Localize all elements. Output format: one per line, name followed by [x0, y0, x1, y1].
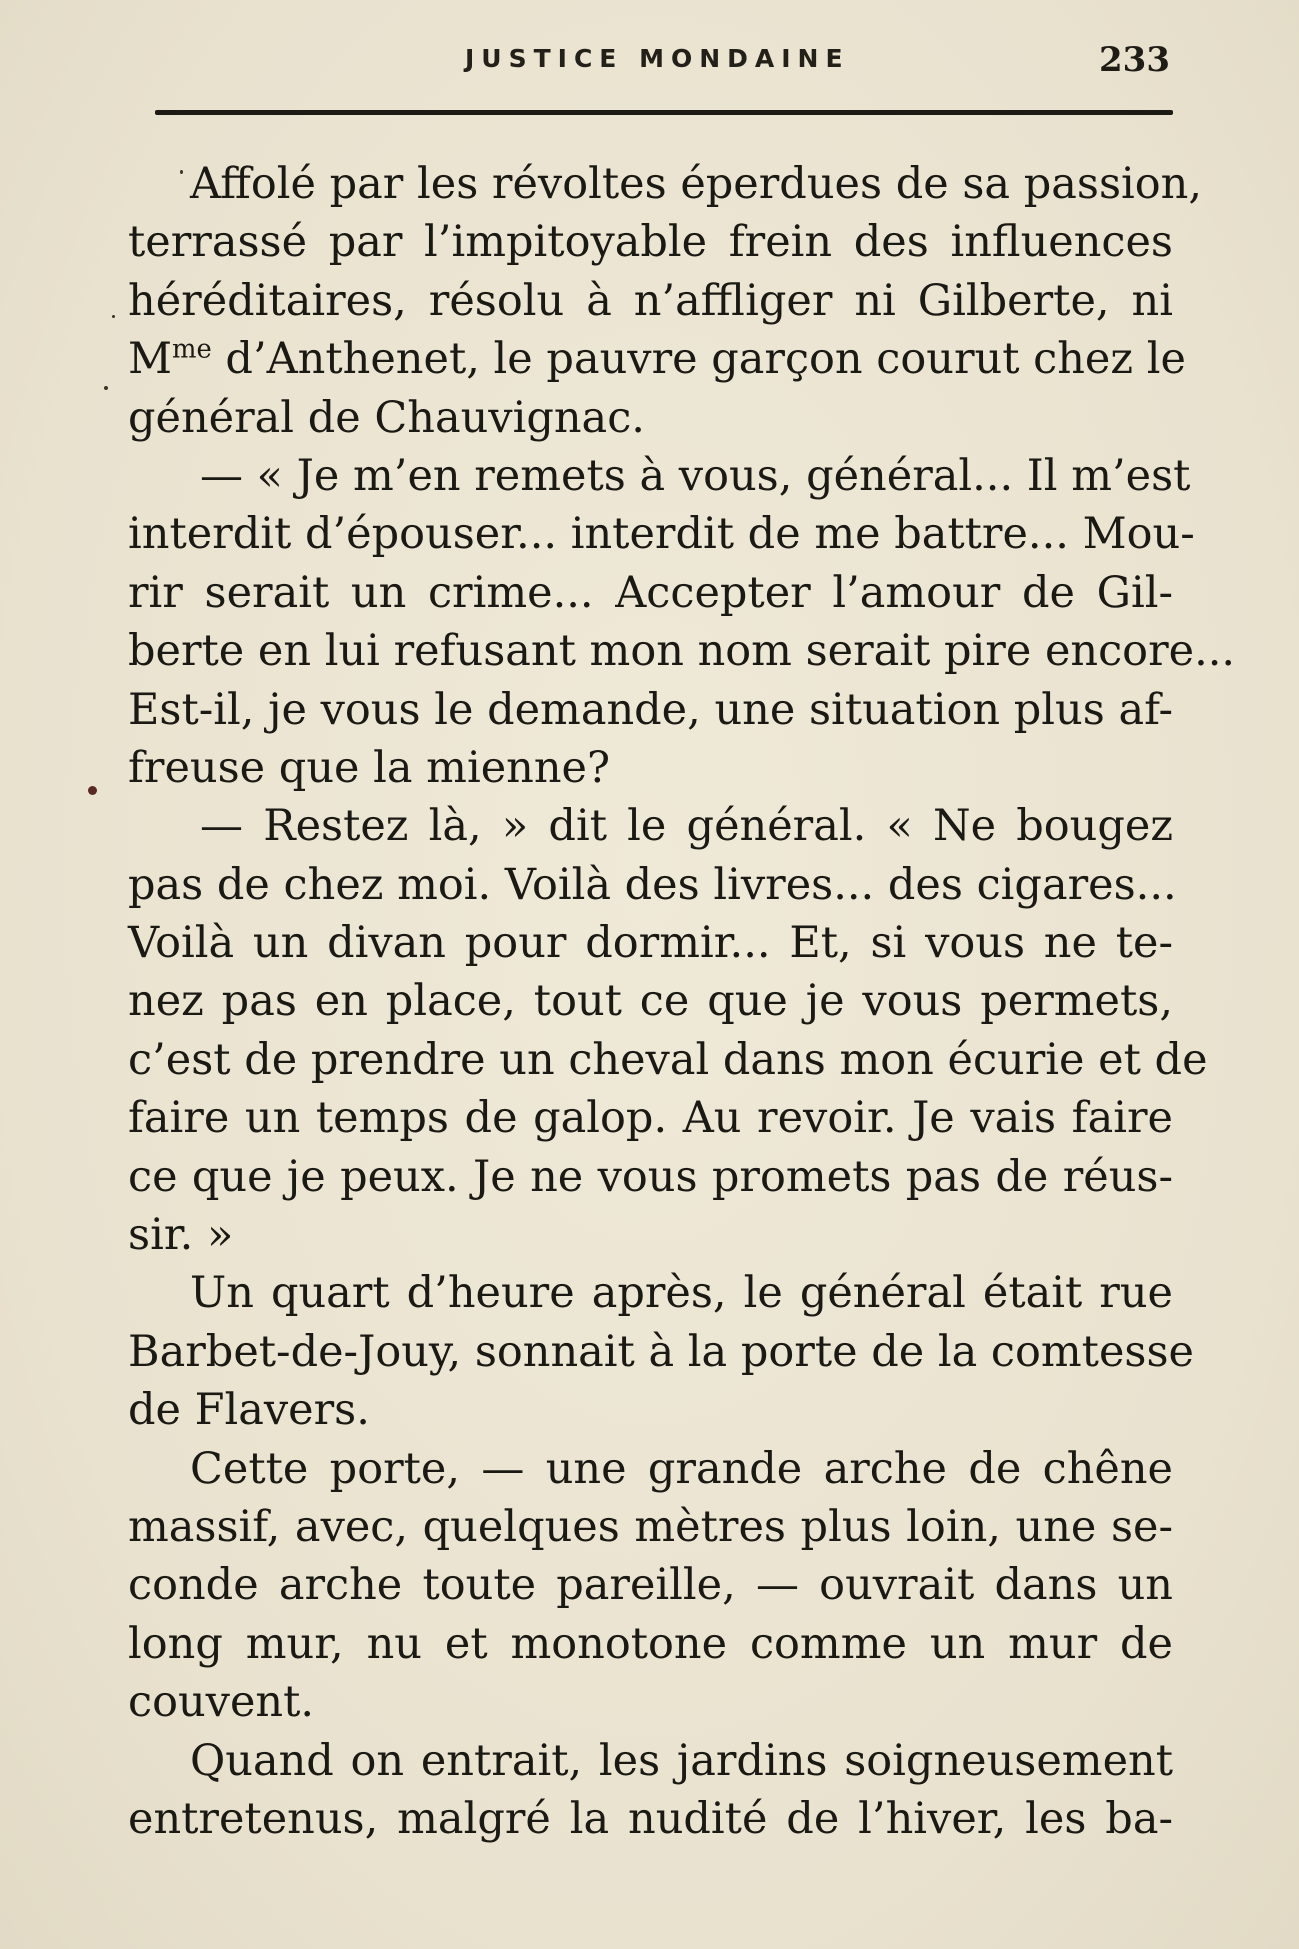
text-line: terrassé par l’impitoyable frein des influences [128, 217, 1173, 268]
text-line: sir. » [128, 1210, 234, 1261]
text-line: faire un temps de galop. Au revoir. Je vais faire [128, 1093, 1173, 1144]
text-line: $M^{me}$ d’Anthenet, le pauvre garçon courut chez le [128, 334, 1186, 385]
text-line: héréditaires, résolu à n’affliger ni Gilberte, ni [128, 275, 1173, 326]
text-line: rir serait un crime... Accepter l’amour de Gil- [128, 567, 1173, 618]
text-line: entretenus, malgré la nudité de l’hiver, les ba- [128, 1793, 1173, 1844]
text-line: — « Je m’en remets à vous, général... Il m’est [200, 450, 1191, 501]
text-line: Un quart d’heure après, le général était rue [190, 1268, 1173, 1319]
text-line: ce que je peux. Je ne vous promets pas de réus- [128, 1151, 1173, 1202]
text-line: berte en lui refusant mon nom serait pire encore... [128, 626, 1236, 677]
page-number: 233 [1099, 40, 1170, 80]
text-line: — Restez là, » dit le général. « Ne bougez [200, 801, 1173, 852]
text-line: Barbet-de-Jouy, sonnait à la porte de la comtesse [128, 1326, 1194, 1377]
text-line: pas de chez moi. Voilà des livres... des cigares... [128, 859, 1177, 910]
text-line: Affolé par les révoltes éperdues de sa passion, [190, 159, 1203, 209]
text-line: de Flavers. [128, 1385, 370, 1436]
running-head [150, 40, 1170, 80]
text-line: Est-il, je vous le demande, une situation plus af- [128, 684, 1173, 735]
text-line: Cette porte, — une grande arche de chêne [190, 1443, 1173, 1494]
text-line: général de Chauvignac. [128, 392, 645, 443]
text-line: Quand on entrait, les jardins soigneusement [190, 1735, 1173, 1786]
text-line: Voilà un divan pour dormir... Et, si vous ne te- [128, 918, 1173, 969]
text-line: conde arche toute pareille, — ouvrait dans un [128, 1560, 1173, 1611]
text-line: long mur, nu et monotone comme un mur de [128, 1618, 1173, 1669]
text-line: couvent. [128, 1677, 315, 1728]
text-line: massif, avec, quelques mètres plus loin, une se- [128, 1501, 1173, 1552]
text-line: freuse que la mienne? [128, 742, 611, 793]
text-line: interdit d’épouser... interdit de me battre... Mou- [128, 509, 1195, 560]
text-line: c’est de prendre un cheval dans mon écurie et de [128, 1034, 1208, 1085]
running-title: JUSTICE MONDAINE [465, 44, 850, 73]
body-text [128, 155, 1236, 1848]
text-line: nez pas en place, tout ce que je vous permets, [128, 976, 1173, 1027]
header-rule [155, 110, 1173, 115]
